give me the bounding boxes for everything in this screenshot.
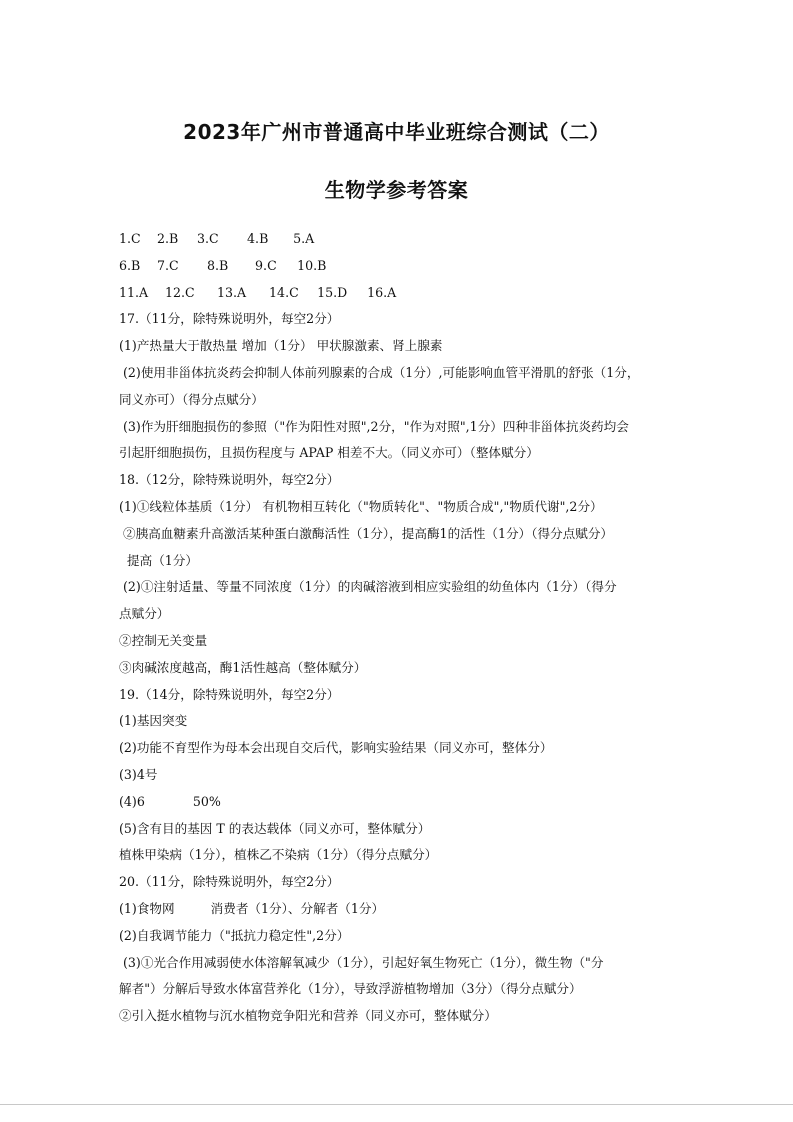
answer-body: [119, 230, 689, 1034]
answer-14: 14.C: [269, 284, 299, 300]
answer-row-2: [119, 257, 689, 284]
answer-16: 16.A: [367, 284, 397, 300]
q18-header: 18.（12分，除特殊说明外，每空2分）: [119, 472, 340, 488]
q20-part3-1: (3)①光合作用减弱使水体溶解氧减少（1分），引起好氧生物死亡（1分），微生物（"分: [123, 954, 604, 970]
answer-row-3: [119, 284, 689, 311]
q18-part1-1: (1)①线粒体基质（1分） 有机物相互转化（"物质转化"、"物质合成","物质代谢",2分）: [119, 498, 603, 514]
q18-part1-3: 提高（1分）: [127, 552, 198, 568]
q20-part2: (2)自我调节能力（"抵抗力稳定性",2分）: [119, 927, 350, 943]
answer-15: 15.D: [317, 284, 348, 300]
q17-part1: (1)产热量大于散热量 增加（1分） 甲状腺激素、肾上腺素: [119, 338, 443, 354]
answer-3: 3.C: [197, 231, 219, 246]
answer-10: 10.B: [297, 257, 327, 273]
q17-part3: (3)作为肝细胞损伤的参照（"作为阳性对照",2分，"作为对照",1分）四种非甾体抗炎药均会: [123, 418, 629, 434]
q20-part1: (1)食物网 消费者（1分）、分解者（1分）: [119, 900, 385, 916]
q18-part2-1-cont: 点赋分）: [119, 606, 170, 622]
answer-8: 8.B: [207, 257, 229, 273]
answer-13: 13.A: [217, 284, 247, 300]
answer-4: 4.B: [247, 231, 269, 246]
q19-part1: (1)基因突变: [119, 713, 188, 729]
q17-part2: (2)使用非甾体抗炎药会抑制人体前列腺素的合成（1分）,可能影响血管平滑肌的舒张（1分，: [123, 364, 640, 380]
answer-5: 5.A: [293, 231, 315, 246]
answer-11: 11.A: [119, 284, 149, 300]
answer-7: 7.C: [157, 257, 179, 273]
answer-6: 6.B: [119, 257, 141, 273]
q18-part1-2: ②胰高血糖素升高激活某种蛋白激酶活性（1分），提高酶1的活性（1分）（得分点赋分）: [123, 525, 614, 541]
q17-part2-cont: 同义亦可）（得分点赋分）: [119, 391, 264, 407]
q20-part3-1-cont: 解者"）分解后导致水体富营养化（1分），导致浮游植物增加（3分）（得分点赋分）: [119, 981, 582, 997]
answer-12: 12.C: [165, 284, 195, 300]
page-subtitle: 生物学参考答案: [324, 178, 469, 202]
q20-part3-2: ②引入挺水植物与沉水植物竞争阳光和营养（同义亦可，整体赋分）: [119, 1008, 497, 1024]
page-bottom-divider: [0, 1104, 793, 1105]
answer-9: 9.C: [255, 257, 277, 273]
q19-part2: (2)功能不育型作为母本会出现自交后代，影响实验结果（同义亦可，整体分）: [119, 740, 553, 756]
answer-2: 2.B: [157, 231, 179, 246]
q20-header: 20.（11分，除特殊说明外，每空2分）: [119, 874, 340, 890]
q18-part2-3: ③肉碱浓度越高，酶1活性越高（整体赋分）: [119, 659, 367, 675]
q18-part2-2: ②控制无关变量: [119, 632, 208, 648]
page-title: 2023年广州市普通高中毕业班综合测试（二）: [183, 120, 610, 144]
q19-part3: (3)4号: [119, 766, 158, 782]
q19-header: 19.（14分，除特殊说明外，每空2分）: [119, 686, 340, 702]
answer-row-1: [119, 230, 689, 257]
q19-part5-cont: 植株甲染病（1分），植株乙不染病（1分）（得分点赋分）: [119, 847, 438, 863]
q17-part3-cont: 引起肝细胞损伤，且损伤程度与 APAP 相差不大。（同义亦可）（整体赋分）: [119, 445, 539, 461]
q19-part4: (4)6 50%: [119, 793, 221, 809]
q18-part2-1: (2)①注射适量、等量不同浓度（1分）的肉碱溶液到相应实验组的幼鱼体内（1分）（得分: [123, 579, 617, 595]
answer-1: 1.C: [119, 231, 141, 246]
q19-part5: (5)含有目的基因 T 的表达载体（同义亦可，整体赋分）: [119, 820, 431, 836]
q17-header: 17.（11分，除特殊说明外，每空2分）: [119, 311, 340, 327]
